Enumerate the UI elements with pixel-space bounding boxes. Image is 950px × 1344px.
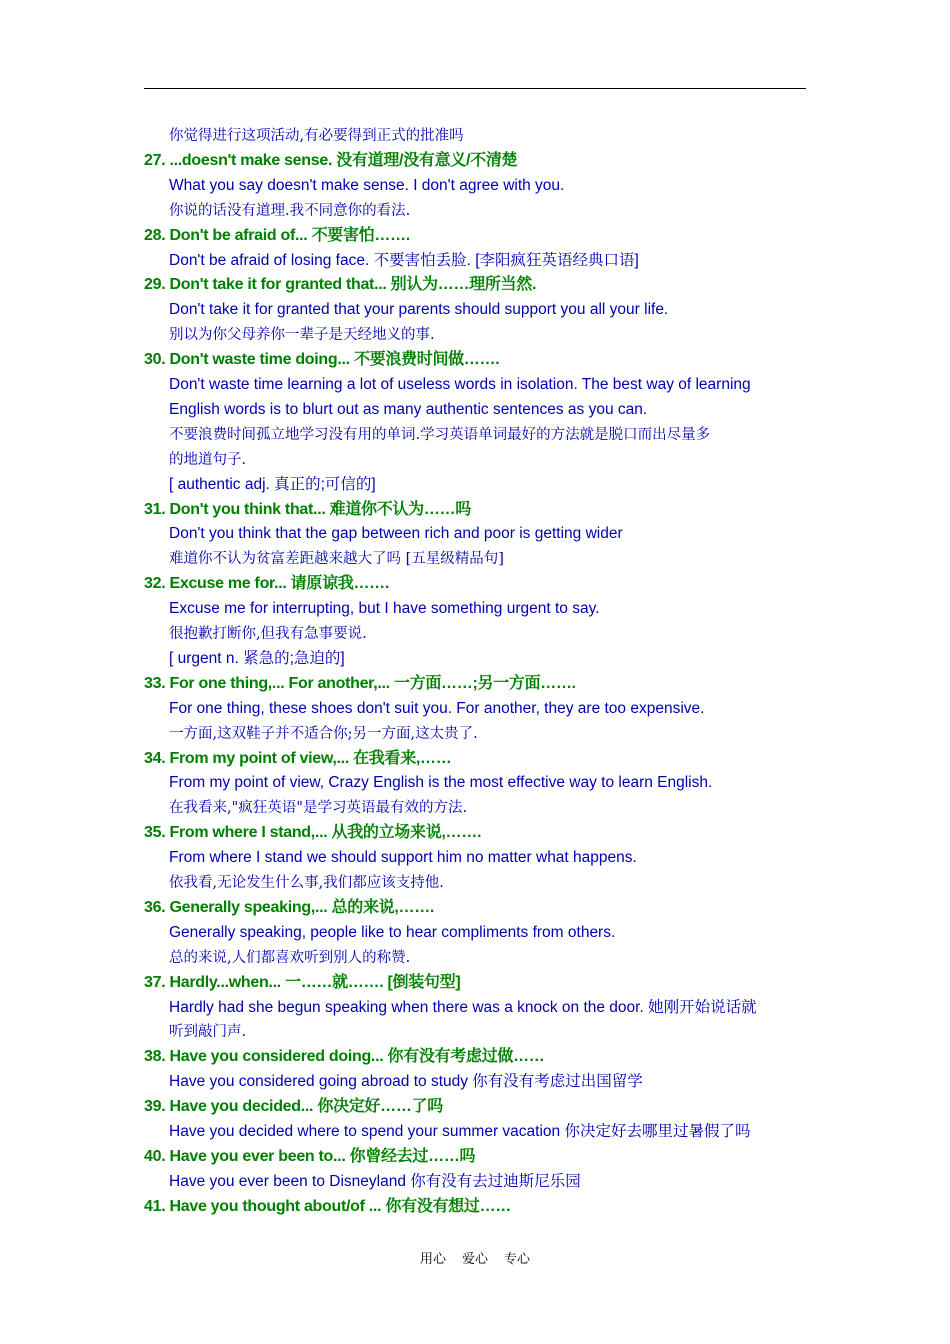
english-line: Hardly had she begun speaking when there was a knock on the door. 她刚开始说话就 — [169, 998, 757, 1016]
entry-heading: 30. Don't waste time doing... 不要浪费时间做……. — [144, 351, 500, 369]
entry-heading: 38. Have you considered doing... 你有没有考虑过做…… — [144, 1048, 545, 1066]
english-line: From my point of view, Crazy English is the most effective way to learn English. — [169, 774, 713, 792]
chinese-line: 听到敲门声. — [169, 1024, 247, 1041]
entry-heading: 31. Don't you think that... 难道你不认为……吗 — [144, 500, 471, 518]
english-line: [ urgent n. 紧急的;急迫的] — [169, 649, 345, 667]
chinese-line: 在我看来,"疯狂英语"是学习英语最有效的方法. — [169, 800, 468, 817]
entry-heading: 29. Don't take it for granted that... 别认为……理所当然. — [144, 276, 537, 294]
english-line: Don't waste time learning a lot of useless words in isolation. The best way of learning — [169, 376, 751, 393]
chinese-line: 一方面,这双鞋子并不适合你;另一方面,这太贵了. — [169, 725, 478, 742]
english-line: Excuse me for interrupting, but I have something urgent to say. — [169, 600, 600, 618]
chinese-line: 别以为你父母养你一辈子是天经地义的事. — [169, 327, 435, 344]
english-line: Have you ever been to Disneyland 你有没有去过迪斯尼乐园 — [169, 1172, 581, 1190]
chinese-line: 总的来说,人们都喜欢听到别人的称赞. — [169, 949, 411, 966]
footer-text-middle: 爱心 — [461, 1252, 488, 1267]
chinese-line: 的地道句子. — [169, 451, 247, 468]
chinese-line: 依我看,无论发生什么事,我们都应该支持他. — [169, 875, 444, 891]
english-line: Generally speaking, people like to hear compliments from others. — [169, 923, 616, 941]
header-rule — [144, 88, 806, 89]
english-line: Don't take it for granted that your parents should support you all your life. — [169, 301, 669, 319]
english-line: What you say doesn't make sense. I don't agree with you. — [169, 176, 565, 194]
entry-heading: 36. Generally speaking,... 总的来说,……. — [144, 898, 435, 916]
chinese-line: 很抱歉打断你,但我有急事要说. — [169, 626, 367, 642]
chinese-line: 不要浪费时间孤立地学习没有用的单词.学习英语单词最好的方法就是脱口而出尽量多 — [169, 426, 711, 443]
english-line: For one thing, these shoes don't suit you. For another, they are too expensive. — [169, 699, 705, 717]
entry-heading: 39. Have you decided... 你决定好……了吗 — [144, 1098, 443, 1116]
entry-heading: 28. Don't be afraid of... 不要害怕……. — [144, 226, 410, 244]
entry-heading: 37. Hardly...when... 一……就……. [倒装句型] — [144, 973, 461, 991]
english-line: Don't be afraid of losing face. 不要害怕丢脸. [李阳疯狂英语经典口语] — [169, 251, 639, 269]
chinese-line: 你觉得进行这项活动,有必要得到正式的批准吗 — [169, 128, 464, 144]
footer-text-right: 专心 — [504, 1252, 531, 1267]
english-line: [ authentic adj. 真正的;可信的] — [169, 475, 376, 493]
english-line: Have you considered going abroad to study 你有没有考虑过出国留学 — [169, 1073, 643, 1091]
entry-heading: 33. For one thing,... For another,... 一方面……;另一方面……. — [144, 674, 576, 692]
entry-heading: 40. Have you ever been to... 你曾经去过……吗 — [144, 1147, 476, 1165]
entry-heading: 32. Excuse me for... 请原谅我……. — [144, 575, 390, 593]
chinese-line: 你说的话没有道理.我不同意你的看法. — [169, 202, 411, 219]
page-footer — [0, 1248, 950, 1267]
footer-text-left: 用心 — [419, 1252, 446, 1267]
entry-heading: 41. Have you thought about/of ... 你有没有想过…… — [144, 1197, 511, 1215]
english-line: From where I stand we should support him no matter what happens. — [169, 849, 637, 867]
english-line: Have you decided where to spend your summer vacation 你决定好去哪里过暑假了吗 — [169, 1123, 751, 1140]
chinese-line: 难道你不认为贫富差距越来越大了吗 [五星级精品句] — [169, 551, 504, 568]
entry-heading: 35. From where I stand,... 从我的立场来说,……. — [144, 824, 482, 842]
entry-heading: 34. From my point of view,... 在我看来,…… — [144, 749, 452, 767]
english-line: English words is to blurt out as many authentic sentences as you can. — [169, 400, 648, 418]
english-line: Don't you think that the gap between rich and poor is getting wider — [169, 525, 623, 543]
entry-heading: 27. ...doesn't make sense. 没有道理/没有意义/不清楚 — [144, 151, 518, 169]
